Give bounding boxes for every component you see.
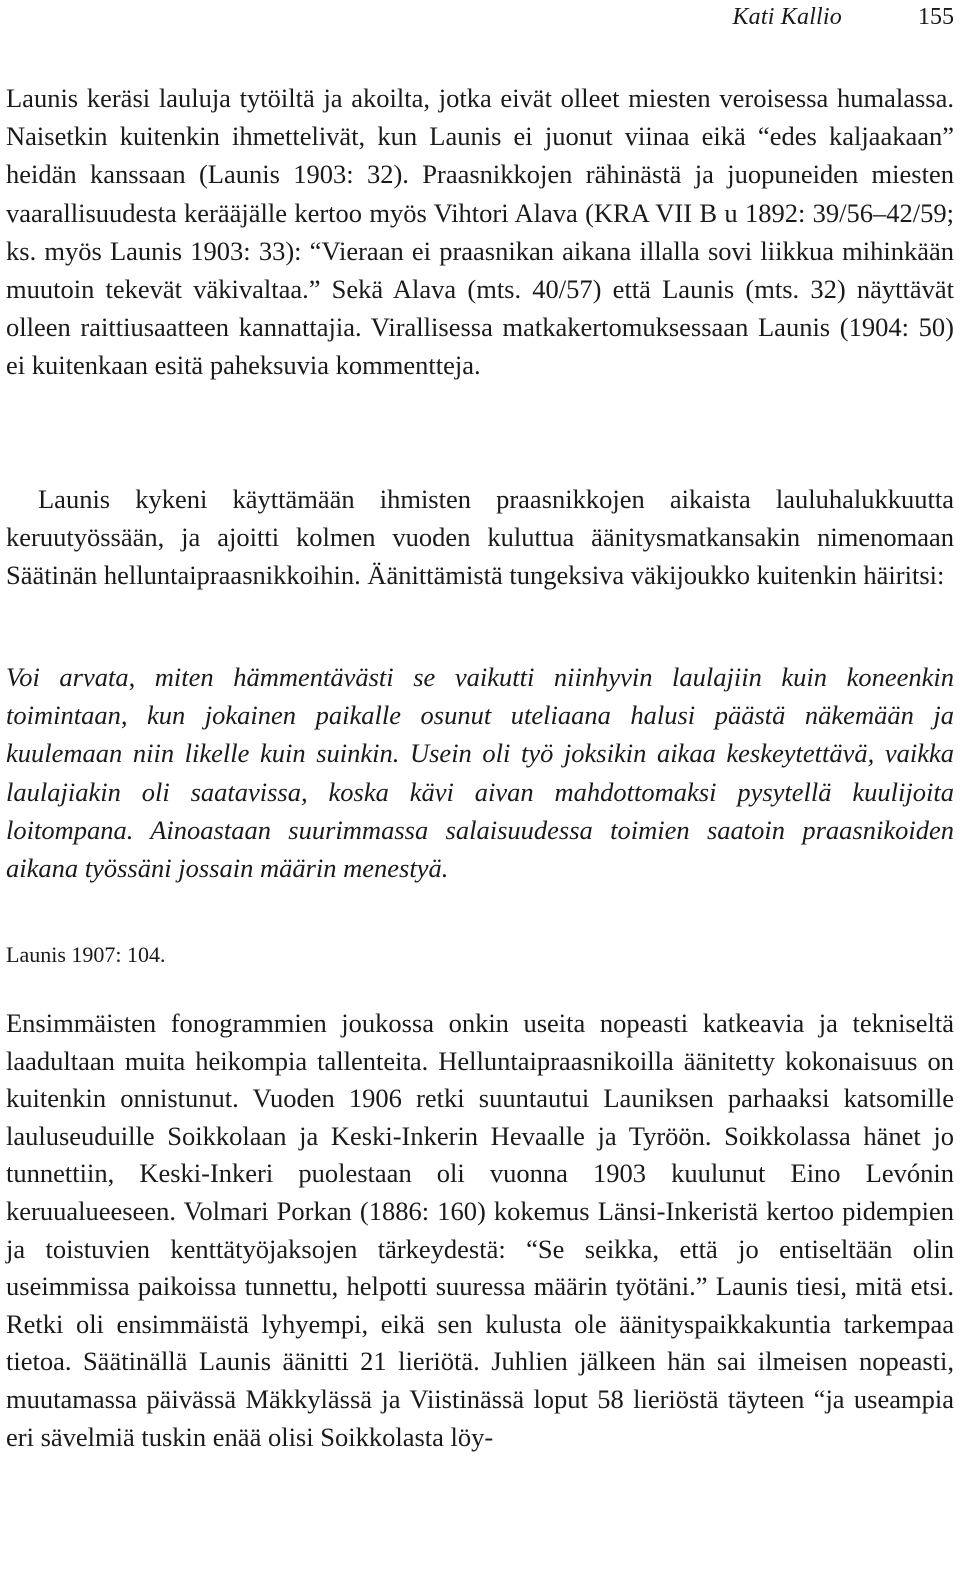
paragraph-3: Ensimmäisten fonogrammien joukossa onkin useita nopeasti katkeavia ja tekniseltä laadultaan muita heikompia tallenteita. Helluntaipraasnikoilla äänitetty kokonaisuus on kuitenkin onnistunut. Vuoden 1906 retki suuntautui Launiksen parhaaksi katsomille lauluseuduille Soikkolaan ja Keski-Inkerin Hevaalle ja Tyröön. Soikkolassa hänet jo tunnettiin, Keski-Inkeri puolestaan oli vuonna 1903 kuulunut Eino Levónin keruualueeseen. Volmari Porkan (1886: 160) kokemus Länsi-Inkeristä kertoo pidempien ja toistuvien kenttätyöjaksojen tärkeydestä: “Se seikka, että jo entiseltään olin useimmissa paikoissa tunnettu, helpotti suuressa määrin työtäni.” Launis tiesi, mitä etsi. Retki oli ensimmäistä lyhyempi, eikä sen kulusta ole äänityspaikkakuntia tarkempaa tietoa. Säätinällä Launis äänitti 21 lieriötä. Juhlien jälkeen hän sai ilmeisen nopeasti, muutamassa päivässä Mäkkylässä ja Viistinässä loput 58 lieriöstä täyteen “ja useampia eri sävelmiä tuskin enää olisi Soikkolasta löy- <box>6 1008 954 1452</box>
page-number: 155 <box>918 4 954 30</box>
paragraph-2 <box>6 480 954 595</box>
quote-citation: Launis 1907: 104. <box>6 942 166 967</box>
running-header <box>0 0 960 40</box>
paragraph-1: Launis keräsi lauluja tytöiltä ja akoilta, jotka eivät olleet miesten veroisessa humalassa. Naisetkin kuitenkin ihmettelivät, kun Launis ei juonut viinaa eikä “edes kaljaakaan” heidän kanssaan (Launis 1903: 32). Praasnikkojen rähinästä ja juopuneiden miesten vaarallisuudesta kerääjälle kertoo myös Vihtori Alava (KRA VII B u 1892: 39/56–42/59; ks. myös Launis 1903: 33): “Vieraan ei praasnikan aikana illalla sovi liikkua mihinkään muutoin tekevät väkivaltaa.” Sekä Alava (mts. 40/57) että Launis (mts. 32) näyttävät olleen raittiusaatteen kannattajia. Virallisessa matkakertomuksessaan Launis (1904: 50) ei kuitenkaan esitä paheksuvia kommentteja. <box>6 83 954 381</box>
paragraph-2-text: Launis kykeni käyttämään ihmisten praasnikkojen aikaista lauluhalukkuutta keruutyössään, ja ajoitti kolmen vuoden kuluttua äänitysmatkansakin nimenomaan Säätinän helluntaipraasnikkoihin. Äänittämistä tungeksiva väkijoukko kuitenkin häiritsi: <box>6 484 954 591</box>
block-quote: Voi arvata, miten hämmentävästi se vaikutti niinhyvin laulajiin kuin koneenkin toimintaan, kun jokainen paikalle osunut uteliaana halusi päästä näkemään ja kuulemaan niin likelle kuin suinkin. Usein oli työ joksikin aikaa keskeytettävä, vaikka laulajiakin oli saatavissa, koska kävi aivan mahdottomaksi pysytellä kuulijoita loitompana. Ainoastaan suurimmassa salaisuudessa toimien saatoin praasnikoiden aikana työssäni jossain määrin menestyä. <box>6 662 954 884</box>
running-header-author: Kati Kallio <box>732 4 842 30</box>
